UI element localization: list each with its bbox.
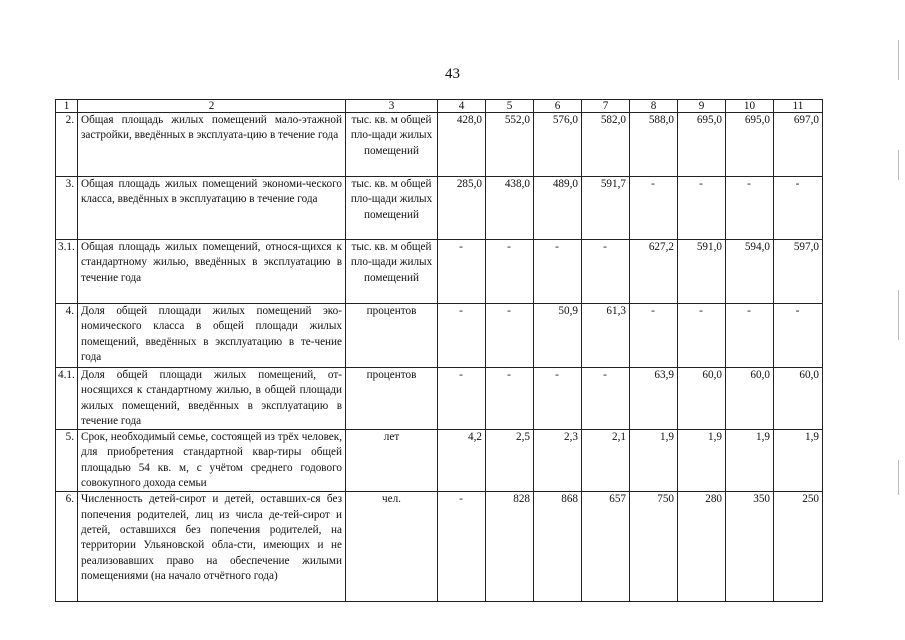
value-cell: 582,0: [582, 113, 630, 177]
unit-of-measure: процентов: [346, 304, 438, 368]
value-cell: 489,0: [534, 177, 582, 240]
value-cell: -: [438, 304, 486, 368]
value-cell: 60,0: [774, 368, 823, 430]
row-number: 6.: [56, 492, 78, 602]
indicator-name: Общая площадь жилых помещений, относя-щихся к стандартному жилью, введённых в эксплуатацию в течение года: [78, 240, 346, 304]
value-cell: 63,9: [630, 368, 678, 430]
value-cell: 60,0: [678, 368, 726, 430]
table-row: [56, 240, 823, 304]
value-cell: 438,0: [486, 177, 534, 240]
table-row: [56, 368, 823, 430]
value-cell: 594,0: [726, 240, 774, 304]
value-cell: -: [678, 177, 726, 240]
page-number: 43: [445, 66, 460, 82]
value-cell: -: [726, 304, 774, 368]
table-row: [56, 430, 823, 492]
value-cell: -: [678, 304, 726, 368]
table-row: [56, 177, 823, 240]
header-cell: 5: [486, 100, 534, 113]
header-cell: 10: [726, 100, 774, 113]
indicators-table: [55, 99, 823, 602]
row-number: 3.: [56, 177, 78, 240]
value-cell: -: [582, 368, 630, 430]
value-cell: 750: [630, 492, 678, 602]
value-cell: 2,5: [486, 430, 534, 492]
value-cell: 250: [774, 492, 823, 602]
unit-of-measure: лет: [346, 430, 438, 492]
value-cell: 1,9: [774, 430, 823, 492]
value-cell: -: [774, 304, 823, 368]
value-cell: 350: [726, 492, 774, 602]
value-cell: -: [486, 368, 534, 430]
value-cell: 695,0: [726, 113, 774, 177]
value-cell: 597,0: [774, 240, 823, 304]
header-cell: 2: [78, 100, 346, 113]
value-cell: -: [582, 240, 630, 304]
value-cell: -: [438, 492, 486, 602]
value-cell: 2,3: [534, 430, 582, 492]
value-cell: 591,0: [678, 240, 726, 304]
value-cell: 61,3: [582, 304, 630, 368]
indicator-name: Общая площадь жилых помещений мало-этажной застройки, введённых в эксплуата-цию в течение года: [78, 113, 346, 177]
header-cell: 4: [438, 100, 486, 113]
value-cell: 4,2: [438, 430, 486, 492]
value-cell: -: [486, 304, 534, 368]
row-number: 4.1.: [56, 368, 78, 430]
header-cell: 3: [346, 100, 438, 113]
value-cell: -: [726, 177, 774, 240]
value-cell: 657: [582, 492, 630, 602]
value-cell: 697,0: [774, 113, 823, 177]
value-cell: 1,9: [630, 430, 678, 492]
value-cell: 576,0: [534, 113, 582, 177]
value-cell: 2,1: [582, 430, 630, 492]
row-number: 2.: [56, 113, 78, 177]
value-cell: 285,0: [438, 177, 486, 240]
value-cell: -: [630, 304, 678, 368]
table-header-row: [56, 100, 823, 113]
row-number: 5.: [56, 430, 78, 492]
value-cell: -: [534, 368, 582, 430]
value-cell: 60,0: [726, 368, 774, 430]
indicator-name: Общая площадь жилых помещений экономи-ческого класса, введённых в эксплуатацию в течение года: [78, 177, 346, 240]
value-cell: -: [534, 240, 582, 304]
header-cell: 8: [630, 100, 678, 113]
row-number: 3.1.: [56, 240, 78, 304]
value-cell: 588,0: [630, 113, 678, 177]
indicator-name: Доля общей площади жилых помещений эко-номического класса в общей площади жилых помещений, введённых в эксплуатацию в те-чение года: [78, 304, 346, 368]
value-cell: 695,0: [678, 113, 726, 177]
header-cell: 1: [56, 100, 78, 113]
indicator-name: Численность детей-сирот и детей, оставших-ся без попечения родителей, лиц из числа де-тей-сирот и детей, оставшихся без попечения родителей, на территории Ульяновской обла-сти, имеющих и не реализовавших право на обеспечение жилыми помещениями (на начало отчётного года): [78, 492, 346, 602]
value-cell: -: [630, 177, 678, 240]
value-cell: 50,9: [534, 304, 582, 368]
scan-edge-marks: [897, 30, 899, 590]
value-cell: 280: [678, 492, 726, 602]
indicator-name: Доля общей площади жилых помещений, от-носящихся к стандартному жилью, в общей площади жилых помещений, введённых в эксплуатацию в течение года: [78, 368, 346, 430]
value-cell: -: [774, 177, 823, 240]
value-cell: 627,2: [630, 240, 678, 304]
header-cell: 11: [774, 100, 823, 113]
value-cell: 1,9: [678, 430, 726, 492]
value-cell: 428,0: [438, 113, 486, 177]
unit-of-measure: чел.: [346, 492, 438, 602]
value-cell: 1,9: [726, 430, 774, 492]
value-cell: -: [438, 368, 486, 430]
header-cell: 6: [534, 100, 582, 113]
table-row: [56, 113, 823, 177]
table-row: [56, 492, 823, 602]
unit-of-measure: тыс. кв. м общей пло-щади жилых помещений: [346, 177, 438, 240]
unit-of-measure: тыс. кв. м общей пло-щади жилых помещений: [346, 113, 438, 177]
value-cell: 868: [534, 492, 582, 602]
header-cell: 7: [582, 100, 630, 113]
table-row: [56, 304, 823, 368]
value-cell: 552,0: [486, 113, 534, 177]
header-cell: 9: [678, 100, 726, 113]
indicator-name: Срок, необходимый семье, состоящей из трёх человек, для приобретения стандартной квар-тиры общей площадью 54 кв. м, с учётом среднего годового совокупного дохода семьи: [78, 430, 346, 492]
value-cell: 828: [486, 492, 534, 602]
value-cell: -: [438, 240, 486, 304]
value-cell: 591,7: [582, 177, 630, 240]
value-cell: -: [486, 240, 534, 304]
unit-of-measure: тыс. кв. м общей пло-щади жилых помещений: [346, 240, 438, 304]
row-number: 4.: [56, 304, 78, 368]
unit-of-measure: процентов: [346, 368, 438, 430]
